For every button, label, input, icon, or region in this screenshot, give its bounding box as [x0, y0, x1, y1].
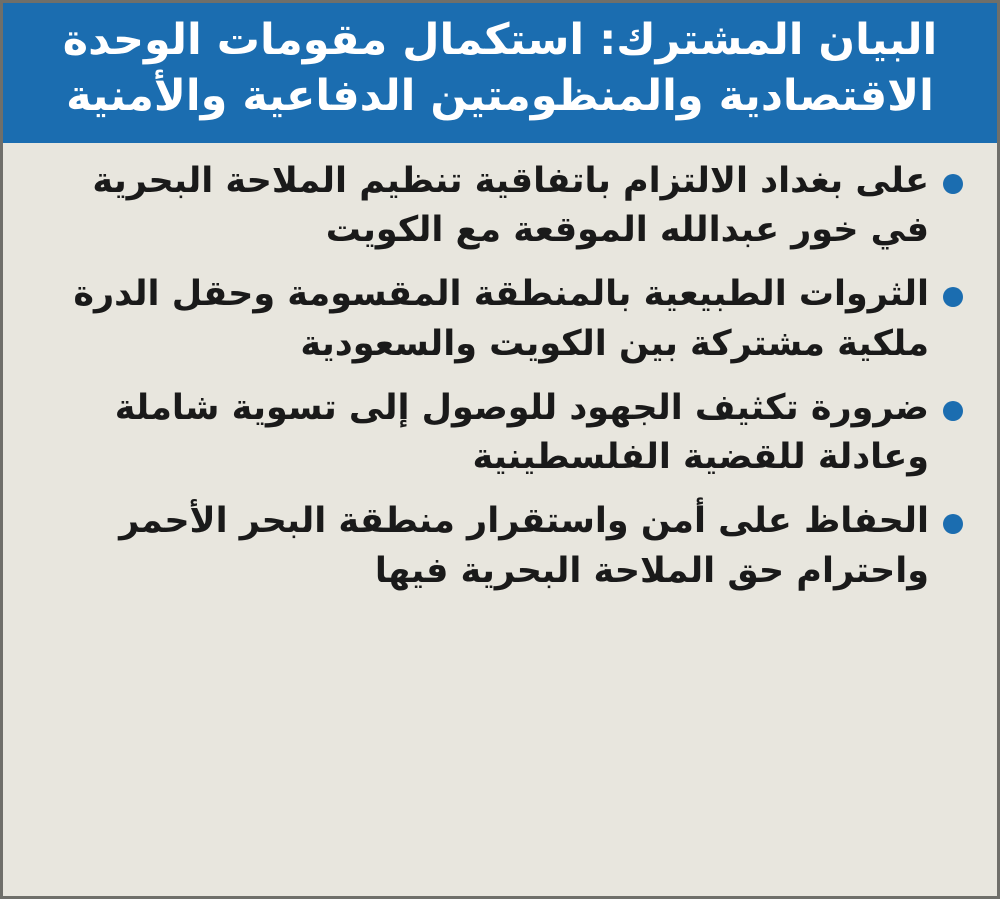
- bullet-dot-icon: [943, 401, 963, 421]
- list-item-label: الحفاظ على أمن واستقرار منطقة البحر الأحمر واحترام حق الملاحة البحرية فيها: [119, 500, 929, 591]
- content-area: [3, 143, 997, 896]
- bullet-dot-icon: [943, 514, 963, 534]
- bullet-dot-icon: [943, 174, 963, 194]
- bullet-list: [37, 157, 963, 597]
- header-band: [3, 3, 997, 143]
- list-item: [37, 384, 963, 483]
- list-item-label: ضرورة تكثيف الجهود للوصول إلى تسوية شاملة وعادلة للقضية الفلسطينية: [114, 387, 929, 478]
- list-item: [37, 497, 963, 596]
- list-item-label: الثروات الطبيعية بالمنطقة المقسومة وحقل الدرة ملكية مشتركة بين الكويت والسعودية: [73, 274, 929, 364]
- bullet-dot-icon: [943, 287, 963, 307]
- list-item: [37, 270, 963, 369]
- list-item-label: على بغداد الالتزام باتفاقية تنظيم الملاحة البحرية في خور عبدالله الموقعة مع الكويت: [92, 160, 929, 251]
- page-title: البيان المشترك: استكمال مقومات الوحدة الاقتصادية والمنظومتين الدفاعية والأمنية: [62, 15, 938, 121]
- list-item: [37, 157, 963, 256]
